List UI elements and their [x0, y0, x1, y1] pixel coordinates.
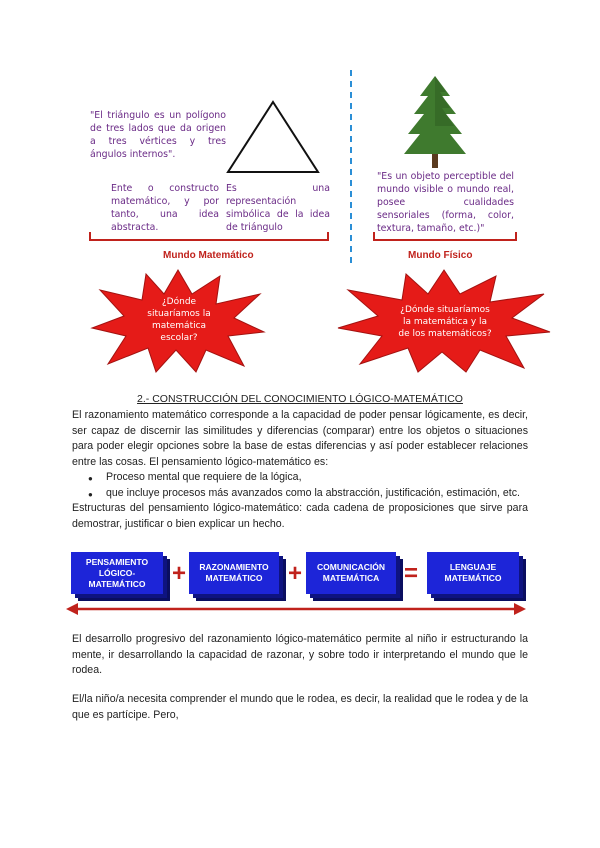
dashed-divider	[349, 70, 353, 265]
equals-operator: =	[404, 560, 419, 587]
paragraph-4: El/la niño/a necesita comprender el mundo que le rodea, es decir, la realidad que le rodea y de la que es partícipe. Pero,	[72, 693, 528, 721]
plus-operator: +	[172, 560, 187, 587]
bullet-item: ● que incluye procesos más avanzados como la abstracción, justificación, estimación, etc.	[88, 486, 528, 502]
star-question-left: ¿Dónde situaríamos la matemática escolar?	[147, 297, 211, 343]
double-arrow	[66, 601, 526, 617]
construct-text: Ente o constructo matemático, y por tanto, una idea abstracta.	[111, 183, 219, 233]
plus-operator: +	[288, 560, 303, 587]
math-world-brace	[88, 230, 334, 246]
physical-world-brace	[372, 230, 522, 246]
star-question-right: ¿Dónde situaríamos la matemática y la de los matemáticos?	[398, 305, 492, 339]
math-world-label: Mundo Matemático	[163, 250, 254, 261]
box-pensamiento: PENSAMIENTO LÓGICO-MATEMÁTICO	[71, 552, 163, 594]
bullet-item: ● Proceso mental que requiere de la lógica,	[88, 470, 528, 486]
paragraph-3: El desarrollo progresivo del razonamiento lógico-matemático permite al niño ir estructurando la mente, ir desarrollando la capacidad de razonar, y sobre todo ir interpretando el mundo que le rodea.	[72, 633, 528, 676]
section-heading: 2.- CONSTRUCCIÓN DEL CONOCIMIENTO LÓGICO-MATEMÁTICO	[137, 393, 463, 405]
physical-world-label: Mundo Físico	[408, 250, 473, 261]
object-definition: "Es un objeto perceptible del mundo visible o mundo real, posee cualidades sensoriales (forma, color, textura, tamaño, etc.)"	[377, 171, 514, 234]
box-comunicacion: COMUNICACIÓN MATEMÁTICA	[306, 552, 396, 594]
bullet-list	[88, 470, 528, 501]
triangle-definition: "El triángulo es un polígono de tres lados que da origen a tres vértices y tres ángulos internos".	[90, 110, 226, 160]
box-razonamiento: RAZONAMIENTO MATEMÁTICO	[189, 552, 279, 594]
paragraph-1-block	[72, 408, 528, 532]
paragraph-2: Estructuras del pensamiento lógico-matemático: cada cadena de proposiciones que sirve para demostrar, justificar o bien explicar un hecho.	[72, 502, 528, 530]
representation-text: Es una representación simbólica de la idea de triángulo	[226, 183, 330, 233]
triangle-figure	[226, 98, 326, 178]
tree-image	[400, 74, 470, 170]
box-lenguaje: LENGUAJE MATEMÁTICO	[427, 552, 519, 594]
paragraph-1: El razonamiento matemático corresponde a la capacidad de poder pensar lógicamente, es decir, ser capaz de discernir las similitudes y diferencias (comparar) entre los objetos o situaciones para poder elegir opciones sobre la base de estas diferencias y así poder establecer relaciones entre las cosas. El pensamiento lógico-matemático es:	[72, 409, 528, 468]
